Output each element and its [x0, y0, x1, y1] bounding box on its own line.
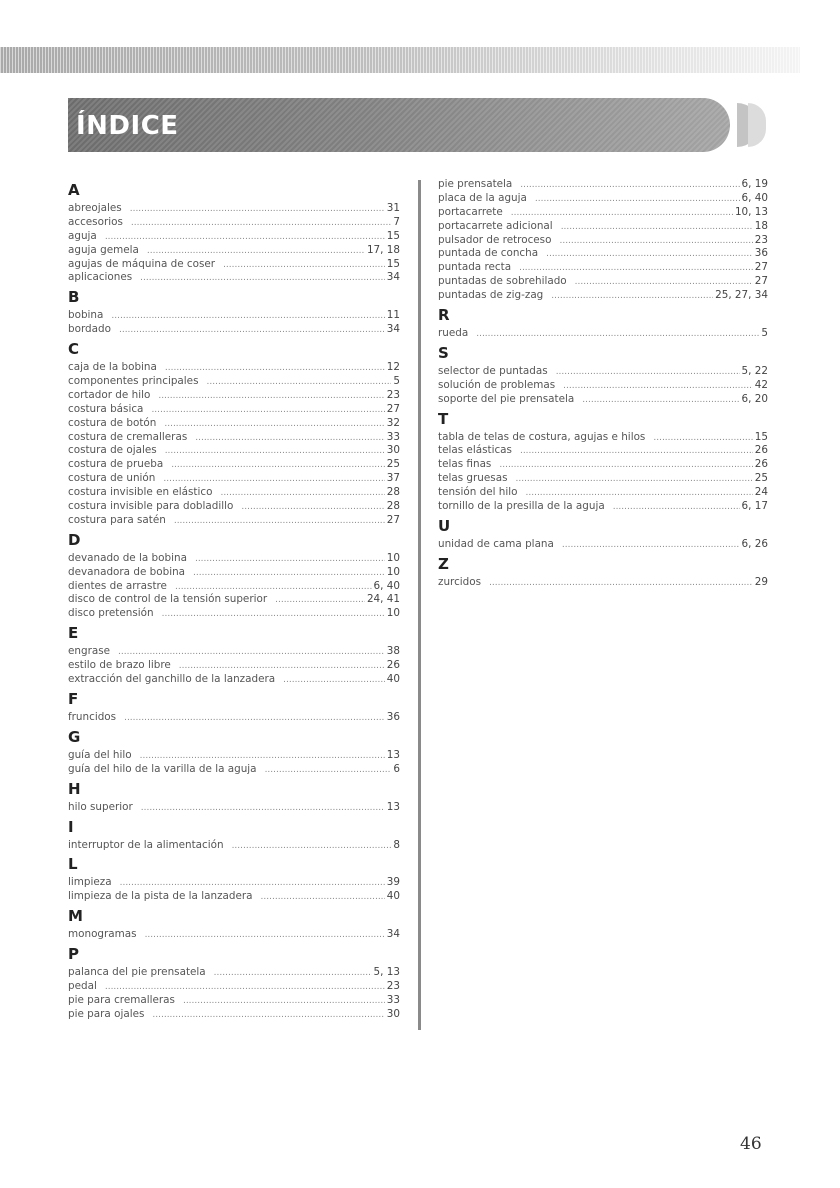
dot-leader: [165, 362, 385, 376]
index-entry: [68, 593, 400, 607]
index-entry: [68, 389, 400, 403]
index-entry: [68, 763, 400, 777]
index-entry-term: zurcidos: [438, 575, 482, 588]
index-entry-pages: 27: [754, 261, 768, 274]
dot-leader: [158, 390, 384, 404]
index-letter-heading: S: [438, 343, 449, 362]
index-entry-term: caja de la bobina: [68, 361, 157, 374]
index-letter-heading: A: [68, 181, 80, 199]
index-entry-term: limpieza: [68, 876, 112, 889]
index-entry: [68, 607, 400, 621]
index-entry-pages: 8: [393, 838, 400, 851]
index-entry-term: puntadas de sobrehilado: [438, 275, 567, 288]
index-entry-pages: 29: [754, 575, 768, 588]
index-entry: [68, 361, 400, 375]
dot-leader: [141, 802, 385, 816]
dot-leader: [207, 376, 392, 390]
index-entry-pages: 13: [386, 800, 400, 813]
index-entry-pages: 34: [386, 271, 400, 284]
index-entry-term: puntadas de zig-zag: [438, 289, 544, 302]
index-entry: [68, 890, 400, 904]
index-entry: [68, 309, 400, 323]
index-entry-pages: 33: [386, 430, 400, 443]
dot-leader: [105, 981, 385, 995]
index-entry-pages: 7: [393, 215, 400, 228]
dot-leader: [489, 577, 753, 591]
index-entry: [438, 444, 768, 458]
index-entry-pages: 26: [386, 659, 400, 672]
index-entry: [68, 801, 400, 815]
dot-leader: [515, 473, 752, 487]
index-entry-term: monogramas: [68, 928, 137, 941]
index-entry-pages: 31: [386, 202, 400, 214]
dot-leader: [140, 272, 385, 286]
dot-leader: [520, 179, 739, 193]
index-entry-term: pie para ojales: [68, 1007, 145, 1020]
dot-leader: [476, 328, 759, 342]
dot-leader: [582, 394, 739, 408]
index-entry-term: fruncidos: [68, 710, 117, 723]
index-entry: [68, 486, 400, 500]
index-entry: [68, 514, 400, 528]
index-entry: [438, 247, 768, 261]
dot-leader: [193, 567, 385, 581]
index-entry-pages: 30: [386, 444, 400, 457]
index-entry: [68, 271, 400, 285]
index-entry: [68, 202, 400, 216]
index-entry: [68, 966, 400, 980]
dot-leader: [499, 459, 752, 473]
index-entry-term: telas gruesas: [438, 472, 508, 485]
index-entry-pages: 34: [386, 928, 400, 941]
index-entry: [68, 928, 400, 942]
index-letter-heading: I: [68, 817, 74, 836]
index-entry: [68, 673, 400, 687]
index-entry-pages: 6, 26: [741, 537, 768, 550]
index-entry-term: devanado de la bobina: [68, 551, 187, 564]
index-entry-pages: 6, 40: [741, 191, 768, 204]
index-entry-pages: 36: [386, 710, 400, 723]
index-entry: [438, 275, 768, 289]
index-entry-pages: 23: [386, 388, 400, 401]
index-entry-term: puntada recta: [438, 261, 512, 274]
index-letter-heading: C: [68, 340, 80, 359]
dot-leader: [179, 660, 385, 674]
dot-leader: [519, 262, 753, 276]
index-entry-term: costura de botón: [68, 416, 157, 429]
dot-leader: [561, 221, 753, 235]
index-letter-heading: P: [68, 945, 79, 964]
dot-leader: [511, 207, 733, 221]
index-entry: [68, 431, 400, 445]
index-entry-pages: 26: [754, 444, 768, 457]
index-entry-term: disco pretensión: [68, 607, 154, 620]
index-entry-term: tornillo de la presilla de la aguja: [438, 500, 605, 513]
index-entry-pages: 15: [386, 257, 400, 270]
dot-leader: [195, 553, 385, 567]
dot-leader: [563, 380, 753, 394]
index-entry-pages: 38: [386, 645, 400, 658]
dot-leader: [183, 995, 385, 1009]
index-entry: [68, 980, 400, 994]
index-entry-pages: 23: [386, 979, 400, 992]
index-entry-term: extracción del ganchillo de la lanzadera: [68, 673, 276, 686]
index-entry: [68, 1008, 400, 1022]
dot-leader: [223, 259, 385, 273]
page-number: 46: [740, 1134, 762, 1154]
dot-leader: [119, 324, 385, 338]
dot-leader: [145, 929, 385, 943]
index-letter-heading: B: [68, 288, 80, 307]
index-entry: [68, 258, 400, 272]
index-entry-term: costura de cremalleras: [68, 430, 188, 443]
index-letter-heading: D: [68, 530, 81, 549]
index-entry-pages: 5, 22: [741, 364, 768, 377]
index-entry: [438, 500, 768, 514]
index-entry-pages: 6: [393, 762, 400, 775]
index-entry: [438, 576, 768, 590]
index-letter-heading: G: [68, 727, 81, 746]
index-entry-pages: 37: [386, 472, 400, 485]
index-entry-term: abreojales: [68, 202, 122, 214]
dot-leader: [241, 501, 384, 515]
index-entry-pages: 25: [754, 472, 768, 485]
index-entry-pages: 39: [386, 876, 400, 889]
index-entry: [68, 659, 400, 673]
index-entry: [438, 365, 768, 379]
index-entry-term: aguja gemela: [68, 243, 139, 256]
column-divider: [418, 180, 421, 1030]
dot-leader: [559, 235, 752, 249]
index-letter-heading: T: [438, 409, 449, 428]
index-entry: [438, 327, 768, 341]
index-entry: [68, 749, 400, 763]
index-entry-term: devanadora de bobina: [68, 565, 186, 578]
index-entry-term: costura de ojales: [68, 444, 157, 457]
index-entry: [68, 566, 400, 580]
index-entry-term: aguja: [68, 229, 97, 242]
index-entry-pages: 6, 17: [741, 500, 768, 513]
index-entry: [438, 431, 768, 445]
index-entry-pages: 36: [754, 247, 768, 260]
dot-leader: [275, 594, 365, 608]
dot-leader: [165, 445, 385, 459]
index-entry: [68, 472, 400, 486]
index-entry-pages: 12: [386, 361, 400, 374]
index-letter-heading: E: [68, 624, 79, 643]
index-entry: [68, 244, 400, 258]
page-title: ÍNDICE: [76, 111, 179, 141]
index-entry-pages: 34: [386, 323, 400, 336]
dot-leader: [214, 967, 372, 981]
index-entry-term: tabla de telas de costura, agujas e hilos: [438, 430, 646, 443]
index-entry: [68, 994, 400, 1008]
index-entry-term: tensión del hilo: [438, 486, 518, 499]
index-column-right: [438, 178, 768, 590]
index-entry-term: disco de control de la tensión superior: [68, 593, 268, 606]
index-entry-pages: 5: [761, 327, 768, 340]
index-entry-pages: 10: [386, 565, 400, 578]
index-entry-pages: 10, 13: [734, 205, 768, 218]
dot-leader: [265, 764, 392, 778]
dot-leader: [140, 750, 385, 764]
index-entry-pages: 40: [386, 673, 400, 686]
index-entry-term: engrase: [68, 645, 111, 658]
dot-leader: [151, 404, 384, 418]
index-entry: [438, 538, 768, 552]
index-letter-heading: H: [68, 779, 81, 798]
dot-leader: [546, 248, 753, 262]
index-entry-pages: 26: [754, 458, 768, 471]
dot-leader: [120, 877, 385, 891]
index-entry-term: costura invisible en elástico: [68, 486, 213, 499]
index-entry: [438, 192, 768, 206]
index-entry: [438, 178, 768, 192]
dot-leader: [261, 891, 385, 905]
index-entry-term: bordado: [68, 323, 111, 336]
index-entry: [68, 876, 400, 890]
dot-leader: [105, 231, 385, 245]
index-entry: [68, 839, 400, 853]
chevron-right-icon: [748, 103, 766, 147]
index-entry-pages: 10: [386, 551, 400, 564]
index-entry-term: pie para cremalleras: [68, 993, 175, 1006]
index-entry-term: estilo de brazo libre: [68, 659, 171, 672]
dot-leader: [175, 581, 372, 595]
index-entry: [68, 403, 400, 417]
index-letter-heading: R: [438, 306, 450, 325]
index-entry-term: solución de problemas: [438, 378, 556, 391]
index-entry-pages: 30: [386, 1007, 400, 1020]
index-entry: [438, 206, 768, 220]
index-entry: [68, 458, 400, 472]
title-banner: [68, 98, 730, 152]
index-entry: [438, 472, 768, 486]
index-entry: [68, 216, 400, 230]
index-entry-term: bobina: [68, 309, 104, 322]
index-entry: [68, 552, 400, 566]
index-entry: [438, 486, 768, 500]
index-entry-term: guía del hilo: [68, 748, 132, 761]
index-entry: [68, 444, 400, 458]
dot-leader: [111, 310, 384, 324]
index-entry: [438, 379, 768, 393]
index-entry-pages: 11: [386, 309, 400, 322]
index-entry: [68, 580, 400, 594]
index-entry-pages: 28: [386, 500, 400, 513]
index-entry-pages: 27: [386, 402, 400, 415]
index-entry-term: agujas de máquina de coser: [68, 257, 216, 270]
decorative-top-stripe: [0, 47, 800, 73]
index-entry: [68, 375, 400, 389]
index-entry-pages: 33: [386, 993, 400, 1006]
dot-leader: [147, 245, 365, 259]
index-letter-heading: F: [68, 689, 79, 708]
index-entry: [68, 711, 400, 725]
dot-leader: [613, 501, 740, 515]
index-entry-term: costura para satén: [68, 513, 166, 526]
dot-leader: [174, 515, 385, 529]
index-entry-pages: 27: [754, 275, 768, 288]
dot-leader: [575, 276, 753, 290]
index-entry-term: aplicaciones: [68, 271, 133, 284]
index-entry-term: guía del hilo de la varilla de la aguja: [68, 762, 257, 775]
index-entry: [438, 289, 768, 303]
index-entry-pages: 6, 20: [741, 392, 768, 405]
index-entry-term: telas finas: [438, 458, 492, 471]
dot-leader: [283, 674, 385, 688]
dot-leader: [653, 432, 752, 446]
index-entry-pages: 15: [386, 229, 400, 242]
index-entry-pages: 40: [386, 890, 400, 903]
dot-leader: [195, 432, 385, 446]
index-entry: [68, 323, 400, 337]
dot-leader: [520, 445, 753, 459]
index-entry: [438, 458, 768, 472]
index-entry-term: placa de la aguja: [438, 191, 527, 204]
dot-leader: [164, 418, 384, 432]
index-entry: [438, 393, 768, 407]
dot-leader: [232, 840, 392, 854]
index-entry-term: costura de prueba: [68, 458, 164, 471]
index-entry: [68, 230, 400, 244]
index-entry-term: puntada de concha: [438, 247, 539, 260]
dot-leader: [118, 646, 385, 660]
dot-leader: [130, 203, 385, 217]
index-entry-term: costura básica: [68, 402, 144, 415]
index-letter-heading: U: [438, 516, 451, 535]
index-entry-term: portacarrete adicional: [438, 219, 553, 232]
index-entry: [438, 261, 768, 275]
index-entry-pages: 42: [754, 378, 768, 391]
dot-leader: [556, 366, 740, 380]
dot-leader: [124, 712, 385, 726]
index-entry-term: dientes de arrastre: [68, 579, 167, 592]
index-letter-heading: M: [68, 907, 83, 926]
index-entry-pages: 10: [386, 607, 400, 620]
index-entry-pages: 24: [754, 486, 768, 499]
index-entry: [438, 220, 768, 234]
index-entry-term: accesorios: [68, 215, 123, 228]
index-entry-pages: 23: [754, 233, 768, 246]
dot-leader: [535, 193, 740, 207]
index-column-left: [68, 178, 400, 1022]
index-entry: [68, 645, 400, 659]
index-entry-term: telas elásticas: [438, 444, 512, 457]
index-entry-pages: 28: [386, 486, 400, 499]
index-entry-pages: 17, 18: [366, 243, 400, 256]
index-entry-pages: 32: [386, 416, 400, 429]
dot-leader: [171, 459, 385, 473]
dot-leader: [562, 539, 740, 553]
index-entry-term: palanca del pie prensatela: [68, 966, 206, 979]
index-entry-pages: 27: [386, 513, 400, 526]
index-entry-term: unidad de cama plana: [438, 537, 554, 550]
index-entry-term: componentes principales: [68, 375, 199, 388]
index-entry-term: limpieza de la pista de la lanzadera: [68, 890, 253, 903]
index-entry-pages: 5, 13: [373, 966, 400, 979]
dot-leader: [220, 487, 384, 501]
index-entry: [438, 234, 768, 248]
index-entry-pages: 15: [754, 430, 768, 443]
dot-leader: [152, 1009, 384, 1023]
index-entry-pages: 13: [386, 748, 400, 761]
index-letter-heading: Z: [438, 554, 449, 573]
index-entry-term: soporte del pie prensatela: [438, 392, 575, 405]
index-entry-pages: 6, 19: [741, 178, 768, 190]
index-entry-term: hilo superior: [68, 800, 133, 813]
dot-leader: [551, 290, 713, 304]
index-entry-term: pie prensatela: [438, 178, 513, 190]
index-entry-term: costura invisible para dobladillo: [68, 500, 234, 513]
index-entry-pages: 5: [393, 375, 400, 388]
index-entry-term: pedal: [68, 979, 97, 992]
dot-leader: [526, 487, 753, 501]
dot-leader: [163, 473, 384, 487]
index-entry-term: cortador de hilo: [68, 388, 151, 401]
index-entry-pages: 18: [754, 219, 768, 232]
index-entry-pages: 25: [386, 458, 400, 471]
index-letter-heading: L: [68, 855, 78, 874]
dot-leader: [162, 608, 385, 622]
index-entry-pages: 24, 41: [366, 593, 400, 606]
index-entry-term: pulsador de retroceso: [438, 233, 552, 246]
index-entry: [68, 500, 400, 514]
index-entry-term: portacarrete: [438, 205, 503, 218]
index-entry: [68, 417, 400, 431]
index-entry-term: rueda: [438, 327, 469, 340]
index-entry-pages: 25, 27, 34: [715, 289, 768, 302]
index-entry-term: interruptor de la alimentación: [68, 838, 224, 851]
dot-leader: [131, 217, 391, 231]
index-entry-term: costura de unión: [68, 472, 156, 485]
index-entry-term: selector de puntadas: [438, 364, 548, 377]
index-entry-pages: 6, 40: [373, 579, 400, 592]
